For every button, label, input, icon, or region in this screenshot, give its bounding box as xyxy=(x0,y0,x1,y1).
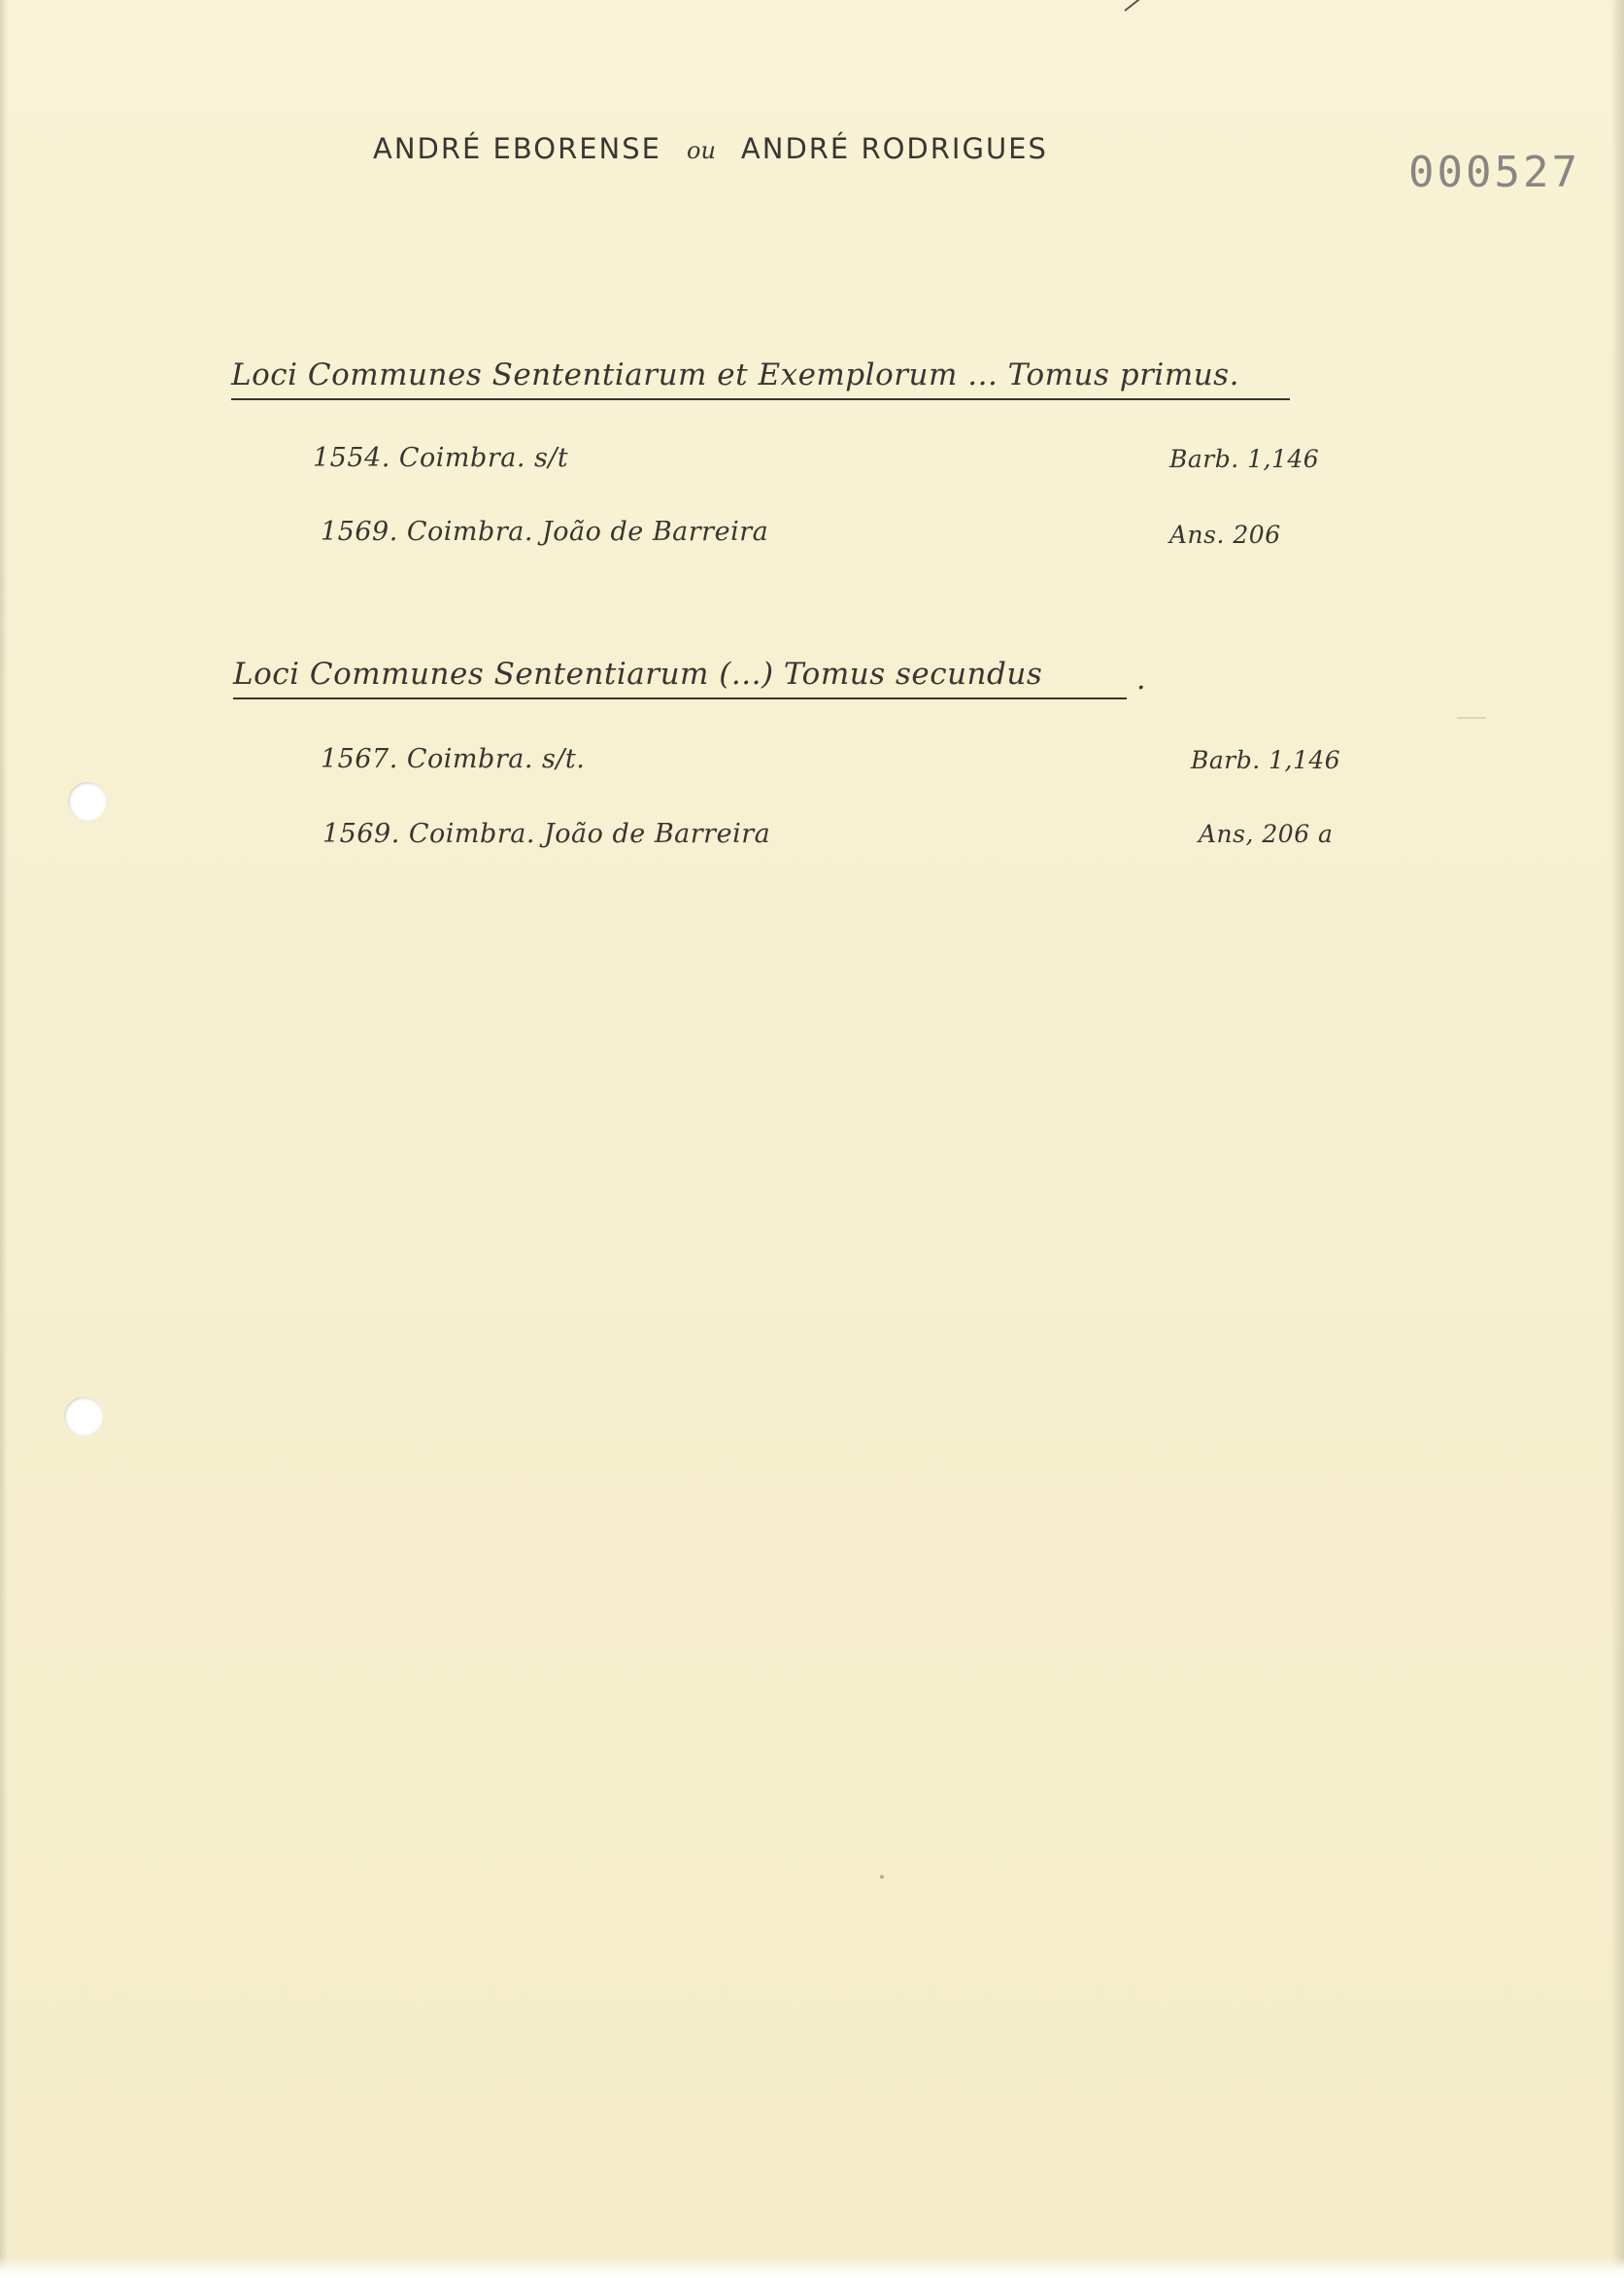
punch-hole xyxy=(64,1397,103,1436)
page-right-edge xyxy=(1610,0,1624,2278)
edition-reference: Barb. 1,146 xyxy=(1169,445,1320,473)
paper-speck xyxy=(1457,717,1486,719)
author-name-primary: ANDRÉ EBORENSE xyxy=(373,132,661,165)
edition-reference: Ans. 206 xyxy=(1169,521,1281,549)
punch-hole xyxy=(68,782,107,821)
edition-entry: 1569. Coimbra. João de Barreira xyxy=(322,819,771,849)
paper-speck xyxy=(880,1875,884,1879)
work-title-volume-1: Loci Communes Sententiarum et Exemplorum ... Tomus primus. xyxy=(231,357,1290,400)
edition-entry: 1554. Coimbra. s/t xyxy=(313,443,569,473)
pen-mark xyxy=(1124,0,1171,12)
work-title-volume-2: Loci Communes Sententiarum (...) Tomus secundus xyxy=(233,657,1127,699)
heading-conjunction: ou xyxy=(687,137,716,164)
page-left-edge xyxy=(0,0,8,2278)
edition-entry: 1567. Coimbra. s/t. xyxy=(321,744,586,774)
edition-reference: Ans, 206 a xyxy=(1199,820,1334,848)
author-heading xyxy=(373,132,1048,165)
page-bottom-edge xyxy=(0,2257,1624,2278)
edition-reference: Barb. 1,146 xyxy=(1191,746,1341,774)
work-title-end-mark: . xyxy=(1136,663,1147,697)
edition-entry: 1569. Coimbra. João de Barreira xyxy=(321,517,769,547)
archive-stamp-number: 000527 xyxy=(1408,148,1580,197)
author-name-alternate: ANDRÉ RODRIGUES xyxy=(740,132,1048,165)
